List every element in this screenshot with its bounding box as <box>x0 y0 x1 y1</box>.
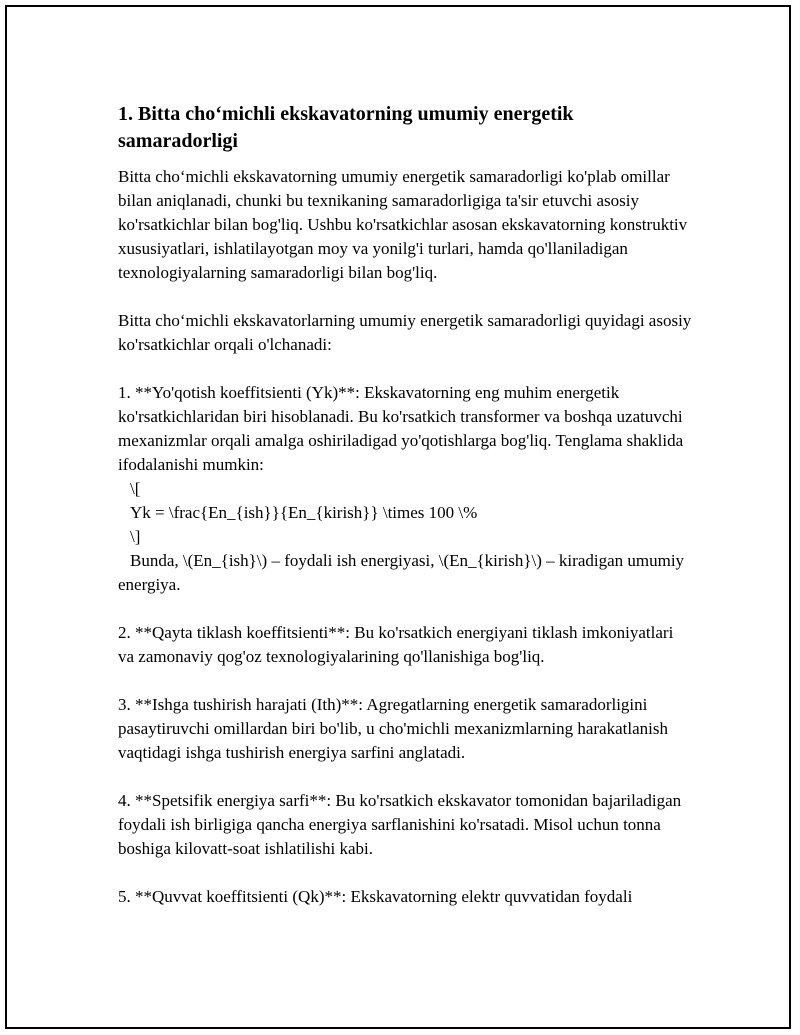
list-item-4: 4. **Spetsifik energiya sarfi**: Bu ko'rsatkich ekskavator tomonidan bajariladigan foydali ish birligiga qancha energiya sarflanishini ko'rsatadi. Misol uchun tonna boshiga kilovatt-soat ishlatilishi kabi. <box>118 791 686 858</box>
document-body <box>118 101 696 933</box>
formula-line: Yk = \frac{En_{ish}}{En_{kirish}} \times 100 \% <box>130 503 478 522</box>
list-item-5: 5. **Quvvat koeffitsienti (Qk)**: Ekskavatorning elektr quvvatidan foydali <box>118 887 633 906</box>
list-item-1 <box>118 381 692 597</box>
list-item-3: 3. **Ishga tushirish harajati (Ith)**: Agregatlarning energetik samaradorligini pasaytiruvchi omillardan biri bo'lib, u cho'michli mexanizmlarning harakatlanish vaqtidagi ishga tushirish energiya sarfini anglatadi. <box>118 695 673 762</box>
list-item-1-text: 1. **Yo'qotish koeffitsienti (Yk)**: Ekskavatorning eng muhim energetik ko'rsatkichlaridan biri hisoblanadi. Bu ko'rsatkich transformer va boshqa uzatuvchi mexanizmlar orqali amalga oshiriladigad yo'qotishlarga bog'liq. Tenglama shaklida ifodalanishi mumkin: <box>118 383 688 474</box>
formula-close: \] <box>130 527 141 546</box>
formula-note: Bunda, \(En_{ish}\) – foydali ish energiyasi, \(En_{kirish}\) – kiradigan umumiy energiya. <box>118 551 689 594</box>
document-page <box>5 5 791 1029</box>
formula-open: \[ <box>130 479 141 498</box>
intro-paragraph: Bitta cho‘michli ekskavatorning umumiy energetik samaradorligi ko'plab omillar bilan aniqlanadi, chunki bu texnikaning samaradorligiga ta'sir etuvchi asosiy ko'rsatkichlar bilan bog'liq. Ushbu ko'rsatkichlar asosan ekskavatorning konstruktiv xususiyatlari, ishlatilayotgan moy va yonilg'i turlari, hamda qo'llaniladigan texnologiyalarning samaradorligi bilan bog'liq. <box>118 167 692 282</box>
measure-paragraph: Bitta cho‘michli ekskavatorlarning umumiy energetik samaradorligi quyidagi asosiy ko'rsatkichlar orqali o'lchanadi: <box>118 311 696 354</box>
list-item-2: 2. **Qayta tiklash koeffitsienti**: Bu ko'rsatkich energiyani tiklash imkoniyatlari va zamonaviy qog'oz texnologiyalarining qo'llanishiga bog'liq. <box>118 623 678 666</box>
section-heading: 1. Bitta cho‘michli ekskavatorning umumiy energetik samaradorligi <box>118 103 574 152</box>
